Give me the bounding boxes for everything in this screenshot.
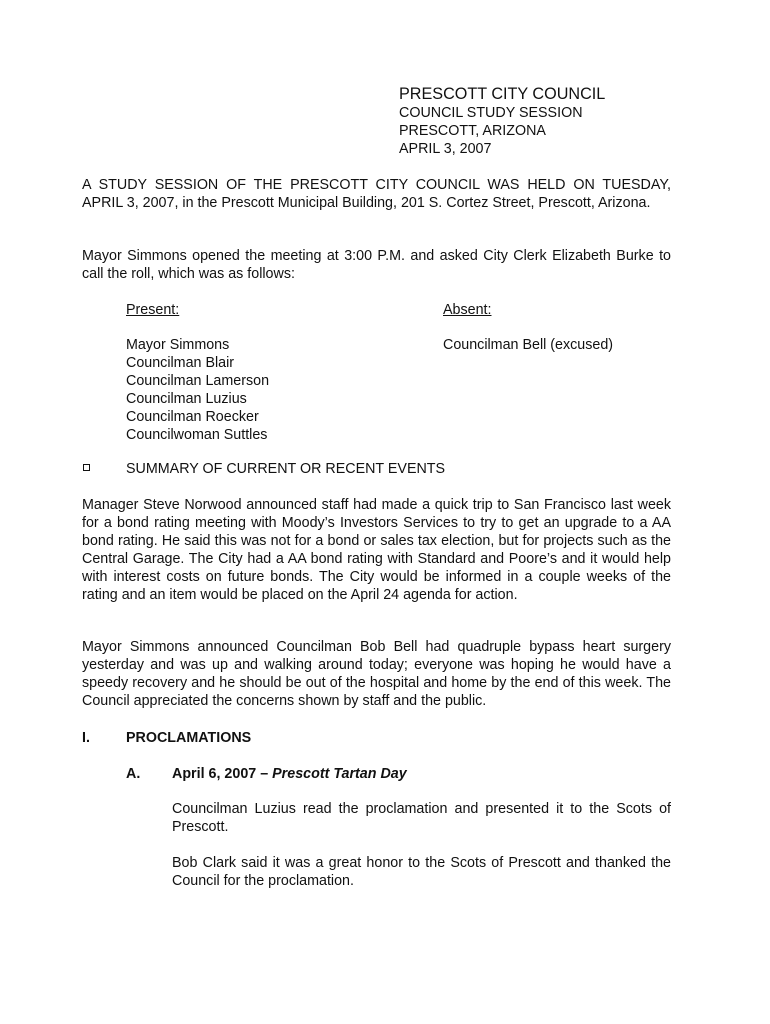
document-header	[399, 84, 605, 158]
summary-heading: SUMMARY OF CURRENT OR RECENT EVENTS	[126, 461, 446, 477]
section-number: I.	[82, 730, 90, 746]
intro-paragraph: A STUDY SESSION OF THE PRESCOTT CITY COUNCIL WAS HELD ON TUESDAY, APRIL 3, 2007, in the Prescott Municipal Building, 201 S. Cortez Street, Prescott, Arizona.	[82, 177, 671, 211]
list-item: Councilman Lamerson	[126, 373, 270, 389]
session-date: APRIL 3, 2007	[399, 141, 492, 157]
section-title: PROCLAMATIONS	[126, 730, 252, 746]
roll-call-paragraph: Mayor Simmons opened the meeting at 3:00 P.M. and asked City Clerk Elizabeth Burke to call the roll, which was as follows:	[82, 248, 671, 282]
council-title: PRESCOTT CITY COUNCIL	[399, 85, 606, 103]
list-item: Councilman Blair	[126, 355, 235, 371]
summary-paragraph-2: Mayor Simmons announced Councilman Bob Bell had quadruple bypass heart surgery yesterday and was up and walking around today; everyone was hoping he would have a speedy recovery and he should be out of the hospital and home by the end of this week. The Council appreciated the concerns shown by staff and the public.	[82, 639, 671, 709]
item-heading	[172, 765, 407, 783]
present-label: Present:	[126, 302, 180, 318]
checkbox-bullet-icon	[83, 464, 90, 471]
list-item: Councilman Luzius	[126, 391, 247, 407]
item-paragraph-2: Bob Clark said it was a great honor to the Scots of Prescott and thanked the Council for the proclamation.	[172, 855, 671, 889]
summary-paragraph-1: Manager Steve Norwood announced staff had made a quick trip to San Francisco last week for a bond rating meeting with Moody’s Investors Services to try to get an upgrade to a AA bond rating. He said this was not for a bond or sales tax election, but for projects such as the Central Garage. The City had a AA bond rating with Standard and Poore’s and it would help with interest costs on future bonds. The City would be informed in a couple weeks of the rating and an item would be placed on the April 24 agenda for action.	[82, 497, 671, 603]
item-letter: A.	[126, 766, 141, 782]
item-date: April 6, 2007 –	[172, 766, 273, 782]
session-type: COUNCIL STUDY SESSION	[399, 105, 583, 121]
session-location: PRESCOTT, ARIZONA	[399, 123, 546, 139]
list-item: Councilman Roecker	[126, 409, 259, 425]
list-item: Councilwoman Suttles	[126, 427, 268, 443]
absent-label: Absent:	[443, 302, 492, 318]
present-list	[126, 336, 269, 444]
item-paragraph-1: Councilman Luzius read the proclamation and presented it to the Scots of Prescott.	[172, 801, 671, 835]
item-title: Prescott Tartan Day	[272, 766, 407, 782]
absent-list	[443, 336, 613, 354]
list-item: Councilman Bell (excused)	[443, 337, 614, 353]
list-item: Mayor Simmons	[126, 337, 230, 353]
